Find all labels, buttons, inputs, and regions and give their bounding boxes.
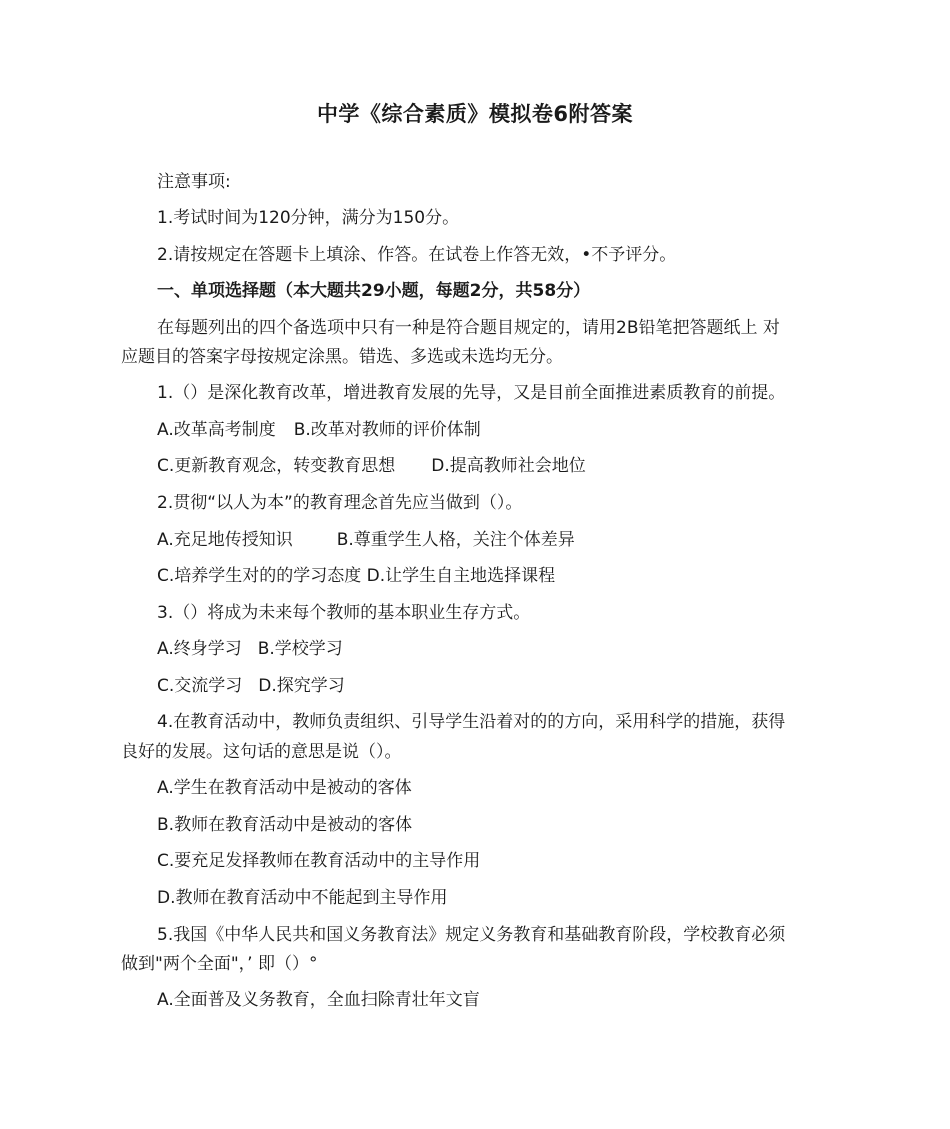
question-2-stem: 2.贯彻“以人为本”的教育理念首先应当做到（）。 <box>157 493 523 513</box>
question-5-stem-line-2: 做到"两个全面"，’ 即（）° <box>121 954 318 974</box>
question-4-stem-line-2: 良好的发展。这句话的意思是说（）。 <box>121 742 402 762</box>
notice-item-1: 1.考试时间为120分钟，满分为150分。 <box>157 208 460 228</box>
document-title: 中学《综合素质》模拟卷6附答案 <box>316 102 634 126</box>
section-instruction-line-1: 在每题列出的四个备选项中只有一种是符合题目规定的，请用2B铅笔把答题纸上 对 <box>157 318 780 338</box>
question-2-options-ab <box>157 529 575 551</box>
question-1-stem: 1.（）是深化教育改革，增进教育发展的先导，又是目前全面推进素质教育的前提。 <box>157 383 786 403</box>
section-instruction-line-2: 应题目的答案字母按规定涂黑。错选、多选或未选均无分。 <box>121 347 563 367</box>
question-1-option-c: C.更新教育观念，转变教育思想 <box>157 456 396 476</box>
question-2-option-b: B.尊重学生人格，关注个体差异 <box>336 530 575 550</box>
question-3-option-d: D.探究学习 <box>258 676 345 696</box>
question-4-option-b: B.教师在教育活动中是被动的客体 <box>157 815 413 835</box>
question-3-options-ab <box>157 638 343 660</box>
question-5-option-a: A.全面普及义务教育，全血扫除青壮年文盲 <box>157 990 480 1010</box>
question-3-options-cd <box>157 675 345 697</box>
question-4-option-c: C.要充足发择教师在教育活动中的主导作用 <box>157 851 481 871</box>
question-3-option-b: B.学校学习 <box>257 639 343 659</box>
section-heading: 一、单项选择题（本大题共29小题，每题2分，共58分） <box>157 281 591 301</box>
question-1-option-d: D.提高教师社会地位 <box>431 456 586 476</box>
question-4-option-d: D.教师在教育活动中不能起到主导作用 <box>157 888 448 908</box>
question-1-option-a: A.改革高考制度 <box>157 420 276 440</box>
question-3-option-a: A.终身学习 <box>157 639 242 659</box>
notice-heading: 注意事项: <box>157 172 231 192</box>
question-1-options-ab <box>157 419 481 441</box>
question-5-stem-line-1: 5.我国《中华人民共和国义务教育法》规定义务教育和基础教育阶段，学校教育必须 <box>157 925 786 945</box>
notice-item-2: 2.请按规定在答题卡上填涂、作答。在试卷上作答无效，•不予评分。 <box>157 245 677 265</box>
question-2-option-a: A.充足地传授知识 <box>157 530 293 550</box>
question-1-option-b: B.改革对教师的评价体制 <box>293 420 481 440</box>
question-4-stem-line-1: 4.在教育活动中，教师负责组织、引导学生沿着对的的方向，采用科学的措施，获得 <box>157 712 786 732</box>
question-4-option-a: A.学生在教育活动中是被动的客体 <box>157 778 412 798</box>
question-1-options-cd <box>157 455 586 477</box>
question-3-option-c: C.交流学习 <box>157 676 243 696</box>
question-2-options-cd: C.培养学生对的的学习态度 D.让学生自主地选择课程 <box>157 566 556 586</box>
question-3-stem: 3.（）将成为未来每个教师的基本职业生存方式。 <box>157 603 531 623</box>
